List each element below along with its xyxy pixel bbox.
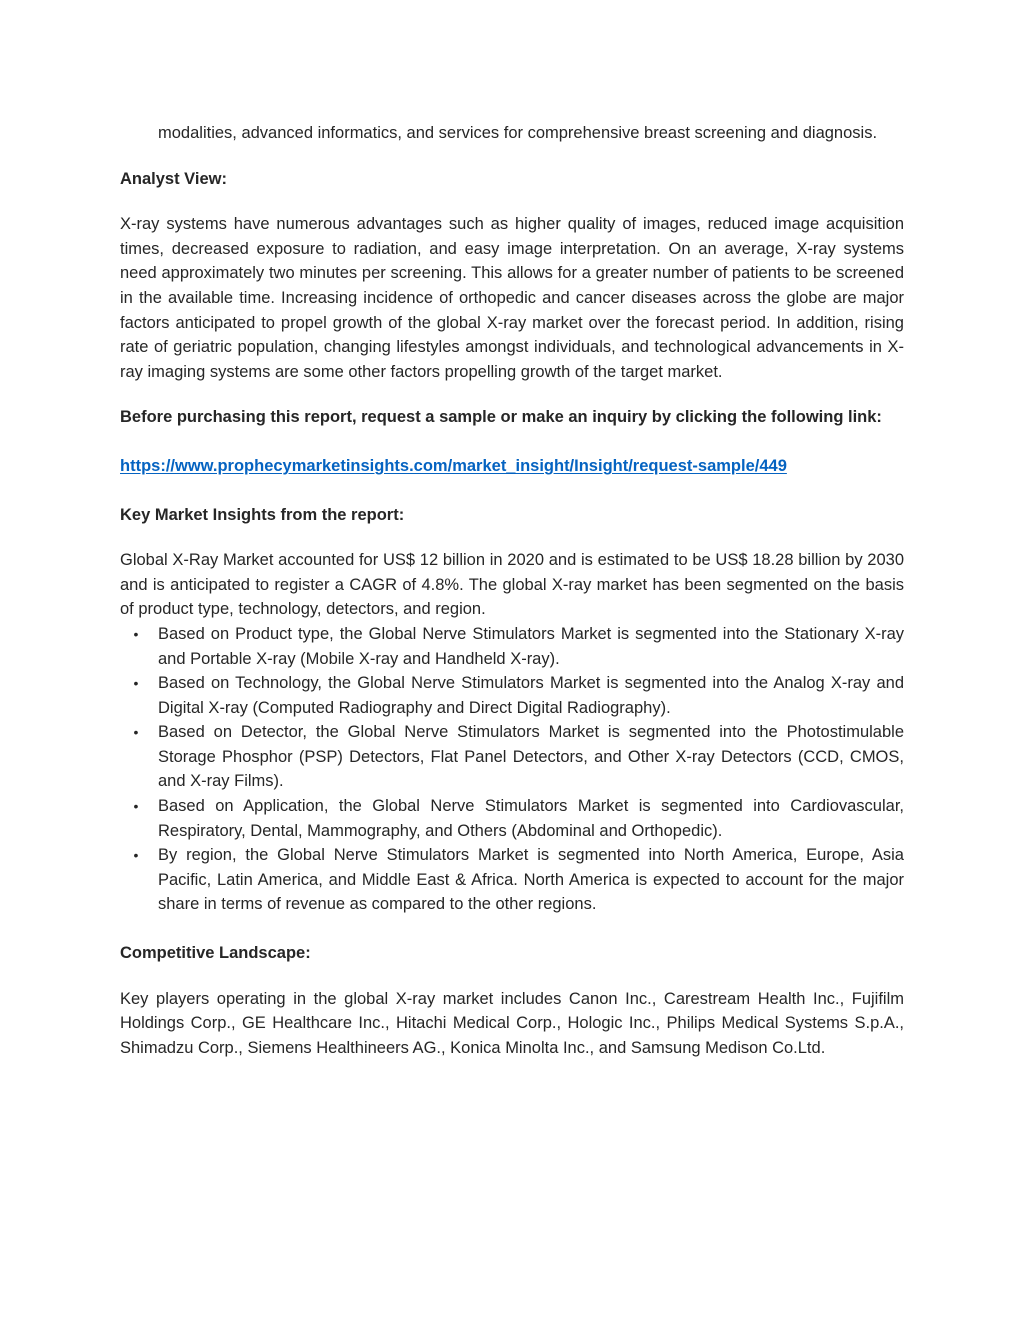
list-item [120, 794, 904, 843]
key-insights-intro-paragraph: Global X-Ray Market accounted for US$ 12 billion in 2020 and is estimated to be US$ 18.28 billion by 2030 and is anticipated to register a CAGR of 4.8%. The global X-ray market has been segmented on the basis of product type, technology, detectors, and region. [120, 551, 904, 619]
bullet-icon: • [133, 847, 139, 864]
key-insights-heading: Key Market Insights from the report: [120, 505, 405, 524]
bullet-icon: • [133, 798, 139, 815]
bullet-icon: • [133, 724, 139, 741]
bullet-text: Based on Product type, the Global Nerve Stimulators Market is segmented into the Stationary X-ray and Portable X-ray (Mobile X-ray and Handheld X-ray). [158, 624, 904, 668]
analyst-view-heading: Analyst View: [120, 169, 227, 188]
key-insights-bullet-list [120, 622, 904, 917]
bullet-icon: • [133, 675, 139, 692]
bullet-text: Based on Application, the Global Nerve Stimulators Market is segmented into Cardiovascular, Respiratory, Dental, Mammography, and Others (Abdominal and Orthopedic). [158, 797, 904, 840]
list-item [120, 671, 904, 720]
request-sample-link[interactable]: https://www.prophecymarketinsights.com/market_insight/Insight/request-sample/449 [120, 456, 787, 475]
competitive-landscape-paragraph: Key players operating in the global X-ray market includes Canon Inc., Carestream Health Inc., Fujifilm Holdings Corp., GE Healthcare Inc., Hitachi Medical Corp., Hologic Inc., Philips Medical Systems S.p.A., Shimadzu Corp., Siemens Healthineers AG., Konica Minolta Inc., and Samsung Medison Co.Ltd. [120, 989, 904, 1057]
request-sample-prompt: Before purchasing this report, request a sample or make an inquiry by clicking the following link: [120, 408, 882, 427]
bullet-text: By region, the Global Nerve Stimulators Market is segmented into North America, Europe, Asia Pacific, Latin America, and Middle East & Africa. North America is expected to account for the major share in terms of revenue as compared to the other regions. [158, 846, 904, 914]
analyst-view-paragraph: X-ray systems have numerous advantages such as higher quality of images, reduced image acquisition times, decreased exposure to radiation, and easy image interpretation. On an average, X-ray systems need approximately two minutes per screening. This allows for a greater number of patients to be screened in the available time. Increasing incidence of orthopedic and cancer diseases across the globe are major factors anticipated to propel growth of the global X-ray market over the forecast period. In addition, rising rate of geriatric population, changing lifestyles amongst individuals, and technological advancements in X-ray imaging systems are some other factors propelling growth of the target market. [120, 215, 904, 381]
intro-continuation-paragraph: modalities, advanced informatics, and services for comprehensive breast screening and diagnosis. [158, 124, 878, 142]
bullet-text: Based on Detector, the Global Nerve Stimulators Market is segmented into the Photostimulable Storage Phosphor (PSP) Detectors, Flat Panel Detectors, and Other X-ray Detectors (CCD, CMOS, and X-ray Films). [158, 723, 904, 791]
list-item [120, 720, 904, 794]
document-page [120, 121, 904, 1060]
competitive-landscape-heading: Competitive Landscape: [120, 944, 311, 963]
list-item [120, 843, 904, 917]
bullet-icon: • [133, 625, 139, 642]
list-item [120, 622, 904, 671]
bullet-text: Based on Technology, the Global Nerve Stimulators Market is segmented into the Analog X-ray and Digital X-ray (Computed Radiography and Direct Digital Radiography). [158, 674, 904, 717]
